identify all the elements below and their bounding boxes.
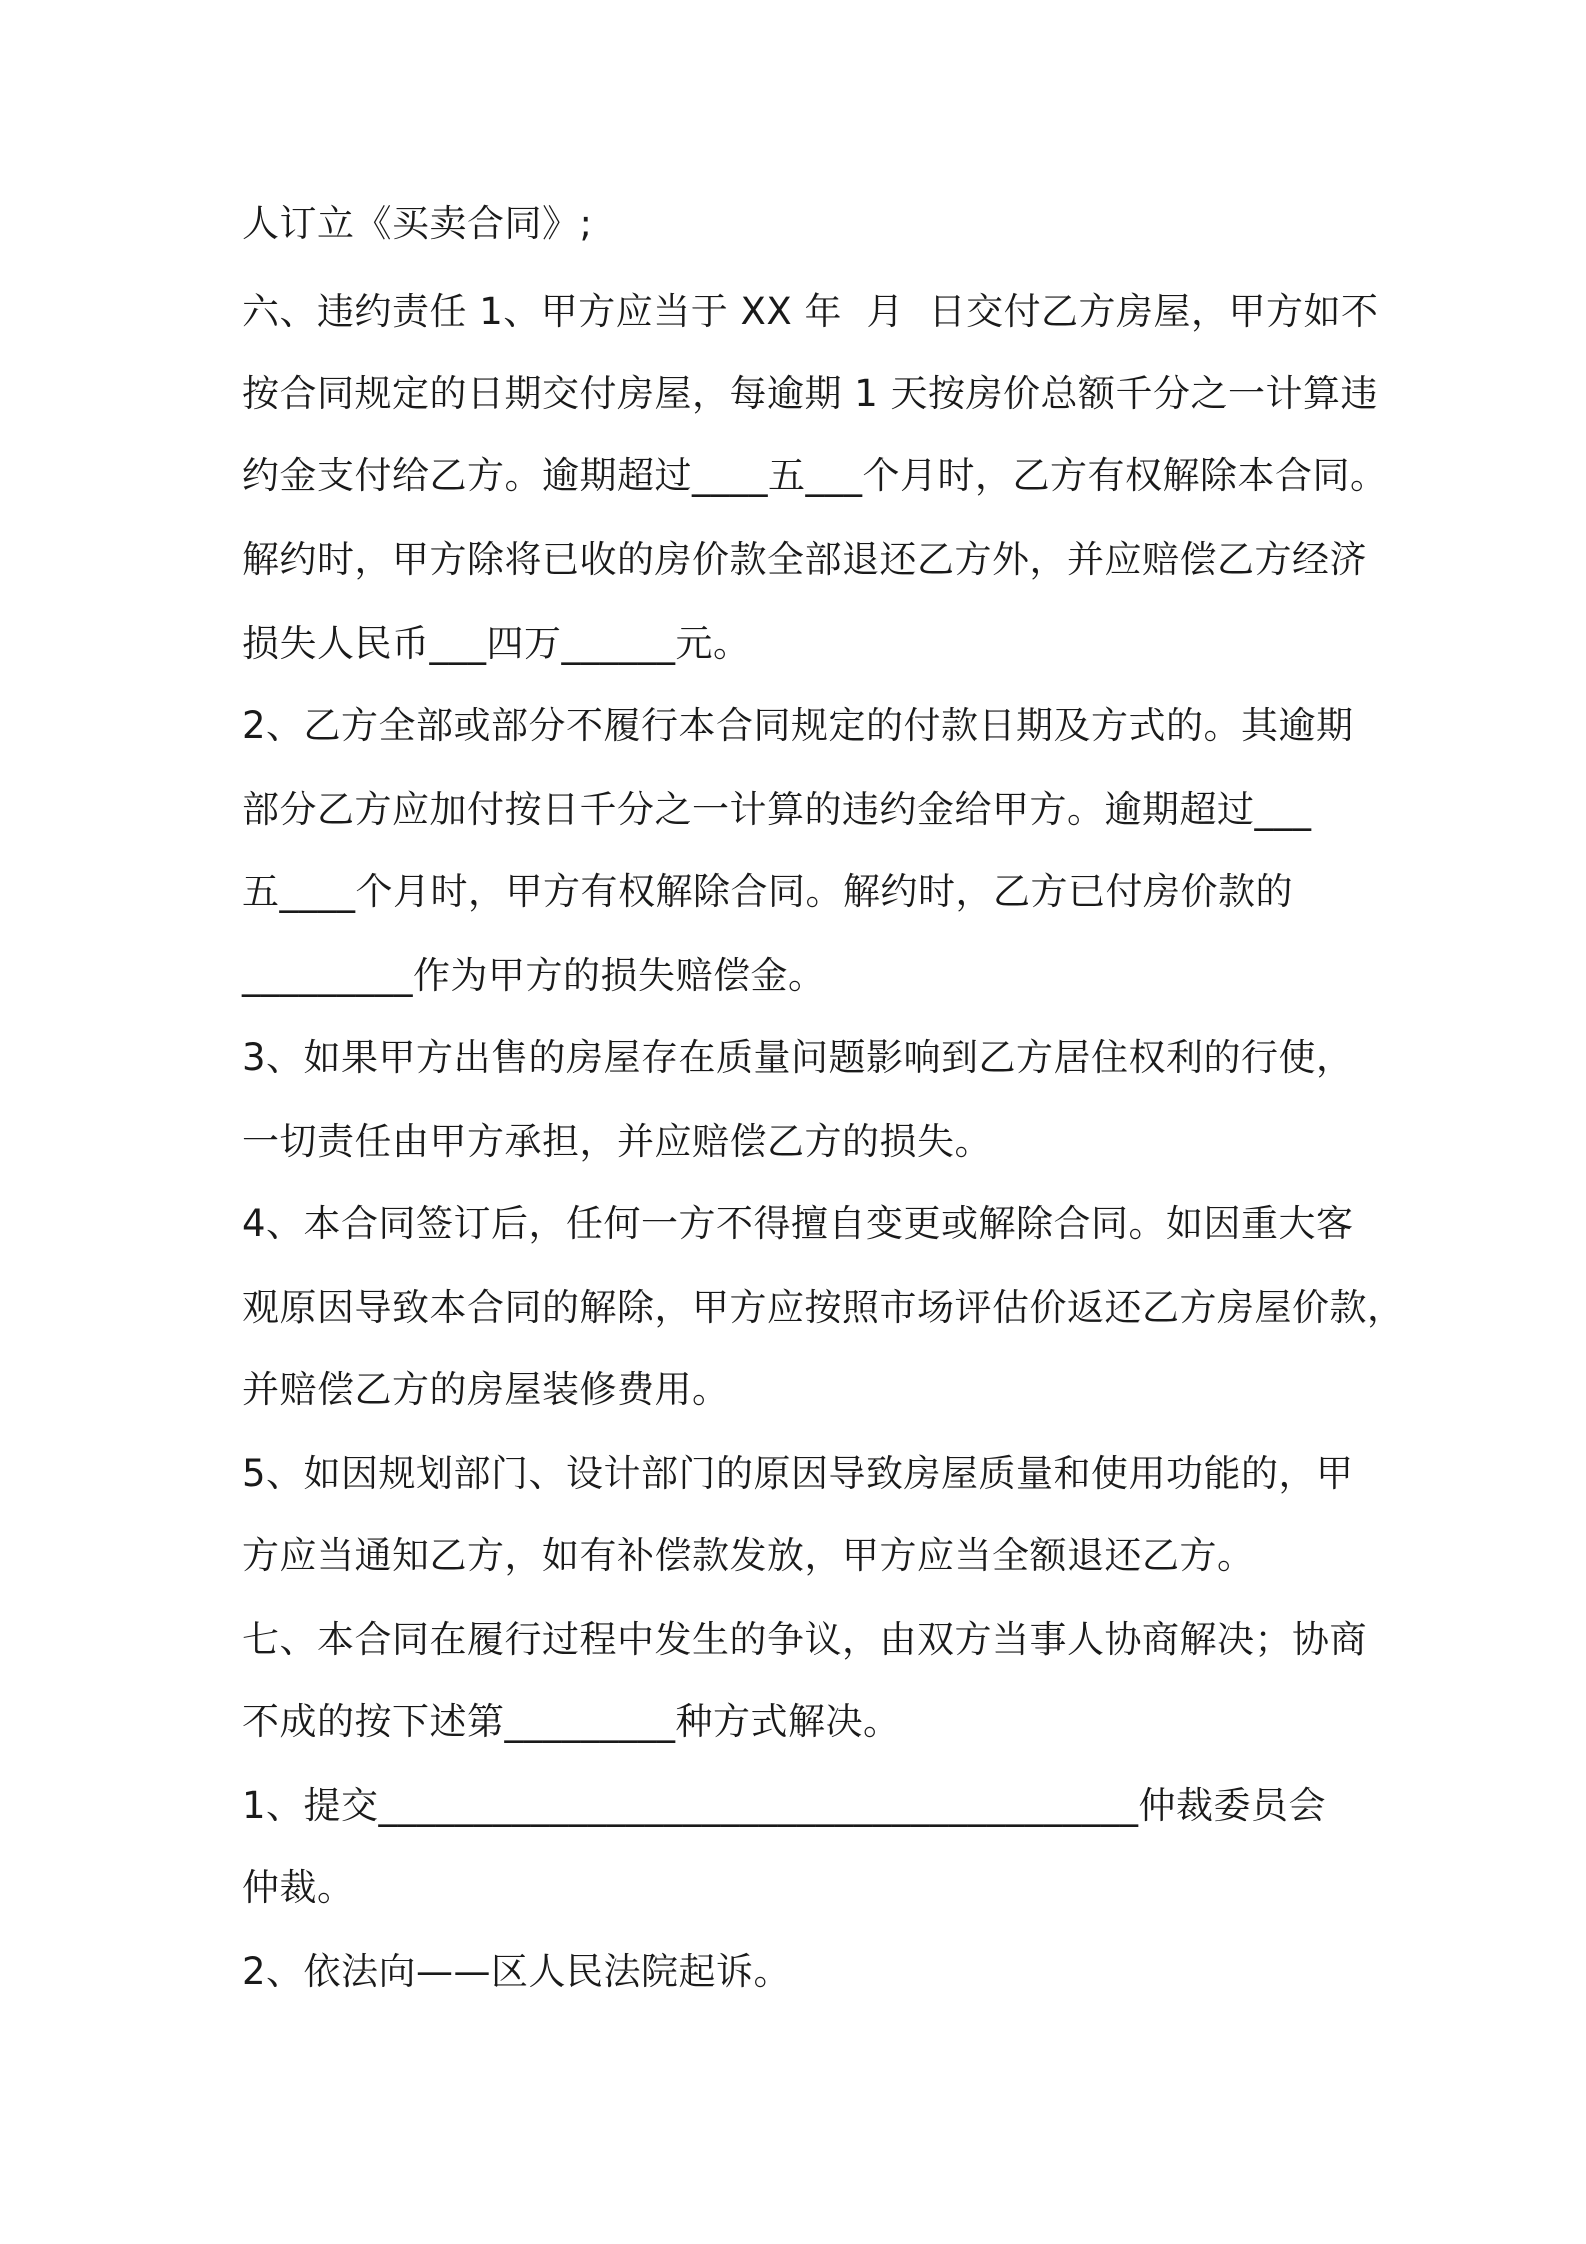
text-line: 仲裁。 [242, 1866, 355, 1909]
text-line: 解约时，甲方除将已收的房价款全部退还乙方外，并应赔偿乙方经济 [242, 538, 1367, 581]
text-line: 五____个月时，甲方有权解除合同。解约时，乙方已付房价款的 [242, 870, 1293, 913]
text-line: 2、依法向——区人民法院起诉。 [242, 1950, 792, 1993]
text-line: 3、如果甲方出售的房屋存在质量问题影响到乙方居住权利的行使， [242, 1036, 1354, 1079]
text-line: 按合同规定的日期交付房屋，每逾期 1 天按房价总额千分之一计算违 [242, 372, 1379, 415]
text-line: 5、如因规划部门、设计部门的原因导致房屋质量和使用功能的，甲 [242, 1452, 1354, 1495]
text-line: 不成的按下述第_________种方式解决。 [242, 1700, 901, 1743]
text-line: 4、本合同签订后，任何一方不得擅自变更或解除合同。如因重大客 [242, 1202, 1354, 1245]
text-line: 方应当通知乙方，如有补偿款发放，甲方应当全额退还乙方。 [242, 1534, 1255, 1577]
text-line: 七、本合同在履行过程中发生的争议，由双方当事人协商解决；协商 [242, 1618, 1367, 1661]
text-line: 部分乙方应加付按日千分之一计算的违约金给甲方。逾期超过___ [242, 788, 1312, 831]
text-line: 一切责任由甲方承担，并应赔偿乙方的损失。 [242, 1120, 992, 1163]
text-line: _________作为甲方的损失赔偿金。 [242, 954, 826, 997]
text-line: 观原因导致本合同的解除，甲方应按照市场评估价返还乙方房屋价款， [242, 1286, 1405, 1329]
text-line: 1、提交________________________________________仲裁委员会 [242, 1784, 1327, 1827]
text-line: 人订立《买卖合同》; [242, 202, 593, 245]
text-line: 损失人民币___四万______元。 [242, 622, 751, 665]
text-line: 约金支付给乙方。逾期超过____五___个月时，乙方有权解除本合同。 [242, 454, 1388, 497]
text-line: 2、乙方全部或部分不履行本合同规定的付款日期及方式的。其逾期 [242, 704, 1354, 747]
text-line: 六、违约责任 1、甲方应当于 XX 年 月 日交付乙方房屋，甲方如不 [242, 290, 1379, 333]
text-line: 并赔偿乙方的房屋装修费用。 [242, 1368, 730, 1411]
